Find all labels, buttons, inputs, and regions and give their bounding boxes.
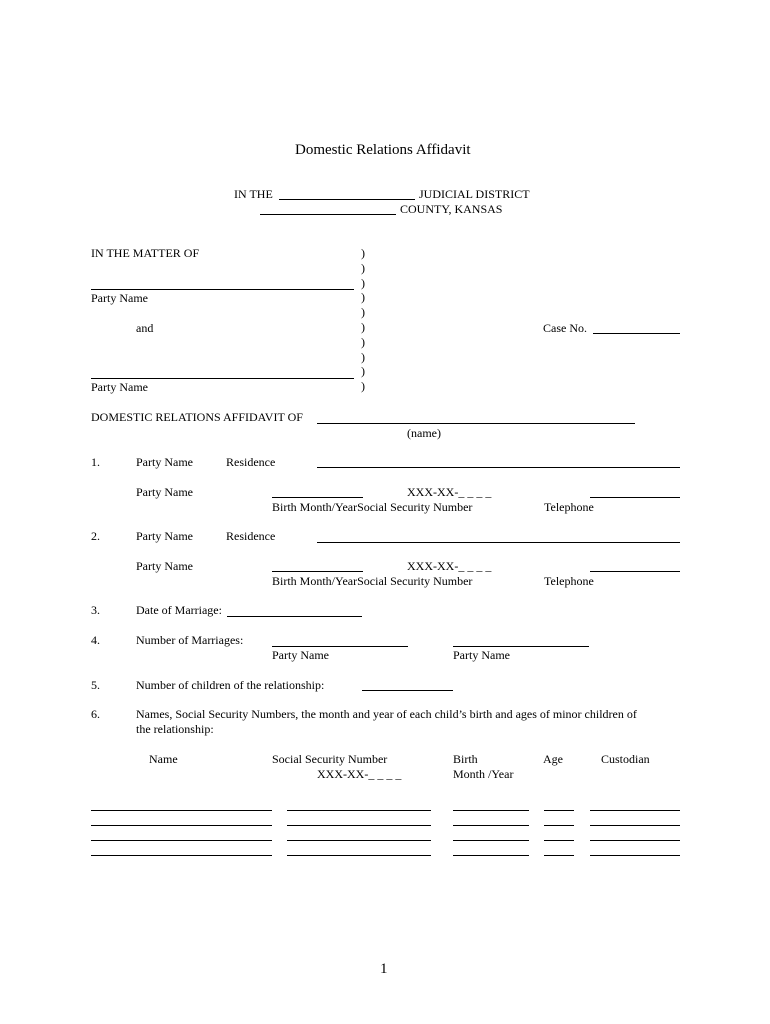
item-1b-party-name: Party Name <box>136 485 193 499</box>
child-4-age-field[interactable] <box>544 855 574 856</box>
col-header-custodian: Custodian <box>601 752 650 766</box>
paren: ) <box>361 364 365 379</box>
child-4-name-field[interactable] <box>91 855 272 856</box>
paren: ) <box>361 334 365 349</box>
child-3-custodian-field[interactable] <box>590 840 680 841</box>
item-2b-telephone-caption: Telephone <box>544 574 594 588</box>
date-of-marriage-label: Date of Marriage: <box>136 603 222 617</box>
col-header-name: Name <box>149 752 178 766</box>
child-1-custodian-field[interactable] <box>590 810 680 811</box>
paren: ) <box>361 319 365 334</box>
item-1b-birth-field[interactable] <box>272 497 363 498</box>
marriages-party-b-field[interactable] <box>453 646 589 647</box>
item-1b-telephone-caption: Telephone <box>544 500 594 514</box>
affiant-name-field[interactable] <box>317 423 635 424</box>
party-name-1-field[interactable] <box>91 289 354 290</box>
item-2b-telephone-field[interactable] <box>590 571 680 572</box>
item-6-text-line-1: Names, Social Security Numbers, the month and year of each child’s birth and ages of minor children of <box>136 707 637 721</box>
affiant-name-caption: (name) <box>407 426 441 440</box>
item-4-number: 4. <box>91 633 100 647</box>
number-of-children-label: Number of children of the relationship: <box>136 678 325 692</box>
judicial-district-label: JUDICIAL DISTRICT <box>419 187 530 201</box>
judicial-district-field[interactable] <box>279 199 415 200</box>
col-header-month-year: Month /Year <box>453 767 514 781</box>
number-of-children-field[interactable] <box>362 690 453 691</box>
document-title: Domestic Relations Affidavit <box>295 142 471 158</box>
child-4-birth-field[interactable] <box>453 855 529 856</box>
child-1-birth-field[interactable] <box>453 810 529 811</box>
court-in-the-label: IN THE <box>234 187 273 201</box>
item-2-residence-field[interactable] <box>317 542 680 543</box>
col-header-birth: Birth <box>453 752 478 766</box>
item-1-residence-field[interactable] <box>317 467 680 468</box>
child-1-name-field[interactable] <box>91 810 272 811</box>
party-name-2-caption: Party Name <box>91 380 148 394</box>
party-name-1-caption: Party Name <box>91 291 148 305</box>
paren: ) <box>361 305 365 320</box>
child-2-name-field[interactable] <box>91 825 272 826</box>
child-1-ssn-field[interactable] <box>287 810 431 811</box>
col-header-age: Age <box>543 752 563 766</box>
party-name-2-field[interactable] <box>91 378 354 379</box>
paren: ) <box>361 349 365 364</box>
case-no-field[interactable] <box>593 333 680 334</box>
item-1-number: 1. <box>91 455 100 469</box>
item-2-party-name: Party Name <box>136 529 193 543</box>
col-header-ssn: Social Security Number <box>272 752 388 766</box>
county-kansas-label: COUNTY, KANSAS <box>400 202 503 216</box>
item-3-number: 3. <box>91 603 100 617</box>
marriages-party-a-caption: Party Name <box>272 648 329 662</box>
paren: ) <box>361 275 365 290</box>
page-number: 1 <box>380 961 388 977</box>
child-3-ssn-field[interactable] <box>287 840 431 841</box>
affidavit-of-label: DOMESTIC RELATIONS AFFIDAVIT OF <box>91 410 303 424</box>
item-2-residence-label: Residence <box>226 529 276 543</box>
item-1b-birth-ssn-caption: Birth Month/YearSocial Security Number <box>272 500 473 514</box>
item-1b-ssn-format: XXX-XX-_ _ _ _ <box>407 485 492 499</box>
item-1-party-name: Party Name <box>136 455 193 469</box>
caption-parentheses <box>361 246 371 394</box>
child-2-birth-field[interactable] <box>453 825 529 826</box>
item-2b-birth-ssn-caption: Birth Month/YearSocial Security Number <box>272 574 473 588</box>
child-4-ssn-field[interactable] <box>287 855 431 856</box>
paren: ) <box>361 246 365 260</box>
paren: ) <box>361 290 365 305</box>
marriages-party-a-field[interactable] <box>272 646 408 647</box>
child-3-age-field[interactable] <box>544 840 574 841</box>
child-3-birth-field[interactable] <box>453 840 529 841</box>
date-of-marriage-field[interactable] <box>227 616 362 617</box>
child-1-age-field[interactable] <box>544 810 574 811</box>
item-6-number: 6. <box>91 707 100 721</box>
in-the-matter-of-label: IN THE MATTER OF <box>91 246 200 260</box>
item-5-number: 5. <box>91 678 100 692</box>
paren: ) <box>361 379 365 394</box>
item-1-residence-label: Residence <box>226 455 276 469</box>
item-6-text-line-2: the relationship: <box>136 722 214 736</box>
item-2-number: 2. <box>91 529 100 543</box>
child-2-ssn-field[interactable] <box>287 825 431 826</box>
child-2-custodian-field[interactable] <box>590 825 680 826</box>
child-4-custodian-field[interactable] <box>590 855 680 856</box>
item-2b-party-name: Party Name <box>136 559 193 573</box>
item-1b-telephone-field[interactable] <box>590 497 680 498</box>
item-2b-birth-field[interactable] <box>272 571 363 572</box>
case-no-label: Case No. <box>543 321 587 335</box>
and-label: and <box>136 321 154 335</box>
number-of-marriages-label: Number of Marriages: <box>136 633 244 647</box>
paren: ) <box>361 260 365 275</box>
child-3-name-field[interactable] <box>91 840 272 841</box>
col-header-ssn-format: XXX-XX-_ _ _ _ <box>317 767 402 781</box>
county-field[interactable] <box>260 214 396 215</box>
item-2b-ssn-format: XXX-XX-_ _ _ _ <box>407 559 492 573</box>
marriages-party-b-caption: Party Name <box>453 648 510 662</box>
child-2-age-field[interactable] <box>544 825 574 826</box>
